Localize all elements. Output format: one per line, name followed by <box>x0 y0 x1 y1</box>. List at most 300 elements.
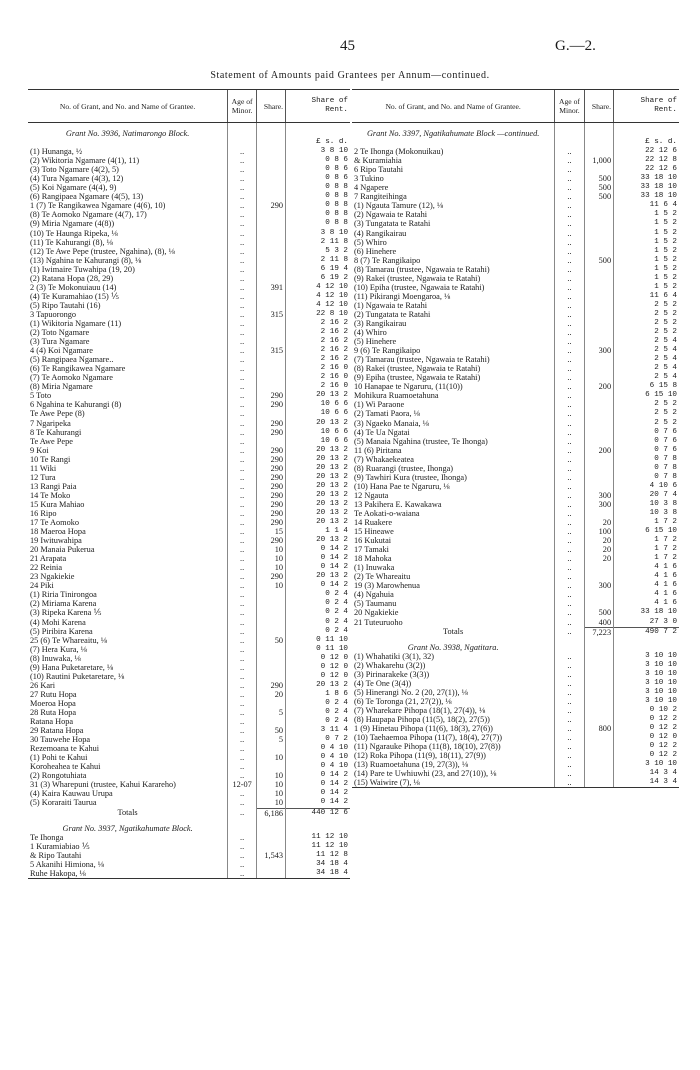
rent-cell: 20 13 2 <box>286 473 350 482</box>
grantee-cell: Rezemoana te Kahui <box>30 744 100 754</box>
table-row <box>352 292 679 301</box>
table-row <box>28 464 350 473</box>
table-row <box>28 446 350 455</box>
age-cell: .. <box>555 563 584 572</box>
table-row <box>28 310 350 319</box>
table-row <box>352 697 679 706</box>
rent-cell: 0 14 2 <box>286 581 350 590</box>
share-cell: 1,000 <box>584 156 613 165</box>
share-cell <box>584 572 613 581</box>
share-cell <box>257 292 286 301</box>
share-cell <box>257 364 286 373</box>
age-cell: .. <box>228 536 257 545</box>
table-row <box>28 608 350 617</box>
grantee-cell: (3) Tura Ngamare <box>30 337 90 347</box>
table-row <box>352 706 679 715</box>
age-cell: .. <box>228 808 257 818</box>
rent-cell: 11 12 10 <box>286 833 350 842</box>
age-cell: .. <box>555 346 584 355</box>
table-row <box>352 437 679 446</box>
table-row <box>28 437 350 446</box>
table-row <box>28 509 350 518</box>
grantee-cell: 15 Kura Mahiao <box>30 499 85 509</box>
age-cell: .. <box>228 842 257 851</box>
table-row <box>352 446 679 455</box>
share-cell <box>584 652 613 661</box>
age-cell: .. <box>228 618 257 627</box>
rent-cell: 11 6 4 <box>614 292 679 301</box>
share-cell: 10 <box>257 771 286 780</box>
share-cell <box>584 219 613 228</box>
table-row <box>28 672 350 681</box>
age-cell: .. <box>555 706 584 715</box>
share-cell: 5 <box>257 735 286 744</box>
table-row <box>28 771 350 780</box>
table-row <box>28 123 350 139</box>
rent-cell: 22 12 6 <box>614 165 679 174</box>
age-cell: .. <box>555 319 584 328</box>
share-cell: 500 <box>584 608 613 617</box>
rent-cell: 0 12 2 <box>614 751 679 760</box>
age-cell <box>555 138 584 147</box>
rent-cell: 20 7 4 <box>614 491 679 500</box>
table-row <box>352 156 679 165</box>
rent-cell: 0 12 2 <box>614 715 679 724</box>
grantee-cell: (15) Waiwire (7), ⅛ <box>352 778 555 788</box>
grantee-cell: & Kuramiahia <box>354 156 402 166</box>
grantee-cell: (2) Rongotuhiata <box>30 771 87 781</box>
rent-cell: 6 15 8 <box>614 382 679 391</box>
grantee-cell: (6) Rangipaea Ngamare (4(5), 13) <box>30 192 144 202</box>
rent-cell: 3 10 10 <box>614 679 679 688</box>
table-row <box>352 715 679 724</box>
table-row <box>352 219 679 228</box>
grantee-cell: (2) Miriama Karena <box>30 599 97 609</box>
share-cell: 290 <box>257 491 286 500</box>
share-cell <box>584 563 613 572</box>
share-cell <box>257 818 286 833</box>
rent-cell <box>286 123 350 139</box>
table-row <box>352 751 679 760</box>
grantee-cell: (6) Te Rangikawea Ngamare <box>30 364 126 374</box>
grantee-cell: (3) Toto Ngamare (4(2), 5) <box>30 165 119 175</box>
table-row <box>352 527 679 536</box>
grantee-cell: 7 Ngaripeka <box>30 418 71 428</box>
table-row <box>28 753 350 762</box>
share-cell <box>584 274 613 283</box>
table-row <box>28 581 350 590</box>
share-cell <box>257 437 286 446</box>
table-row <box>352 599 679 608</box>
age-cell: .. <box>555 760 584 769</box>
age-cell: .. <box>555 618 584 628</box>
table-row <box>352 572 679 581</box>
grantee-cell: 11 (6) Piritana <box>354 445 402 455</box>
age-cell: .. <box>228 147 257 156</box>
grantee-cell: (5) Piribira Karena <box>30 626 93 636</box>
rent-cell: 0 2 4 <box>286 608 350 617</box>
age-cell: .. <box>228 391 257 400</box>
share-cell <box>257 627 286 636</box>
share-cell: 290 <box>257 391 286 400</box>
table-row <box>28 400 350 409</box>
age-cell: .. <box>228 364 257 373</box>
table-row <box>28 789 350 798</box>
age-cell: .. <box>228 482 257 491</box>
share-cell: 400 <box>584 618 613 628</box>
table-row <box>28 726 350 735</box>
table-row <box>352 509 679 518</box>
rent-cell: 1 7 2 <box>614 518 679 527</box>
share-cell <box>257 138 286 147</box>
age-cell: .. <box>555 500 584 509</box>
table-row <box>28 563 350 572</box>
rent-cell: 3 10 10 <box>614 760 679 769</box>
share-cell <box>257 355 286 364</box>
grantee-cell: (8) Te Aomoko Ngamare (4(7), 17) <box>30 210 147 220</box>
rent-cell: 2 5 2 <box>614 301 679 310</box>
rent-cell: 1 5 2 <box>614 219 679 228</box>
table-row <box>352 165 679 174</box>
grantee-cell: 12 Ngauta <box>354 490 389 500</box>
table-row <box>352 590 679 599</box>
age-cell: .. <box>228 681 257 690</box>
table-row <box>28 482 350 491</box>
rent-cell: 22 8 10 <box>286 310 350 319</box>
grantee-cell: Mohikura Ruamoetahuna <box>354 391 439 401</box>
table-row <box>28 518 350 527</box>
table-row <box>28 156 350 165</box>
grantee-cell: 5 Akanihi Himiona, ⅛ <box>30 859 104 869</box>
rent-cell: 3 8 10 <box>286 147 350 156</box>
rent-cell: 0 12 0 <box>286 672 350 681</box>
rent-cell <box>614 637 679 652</box>
share-cell: 300 <box>584 491 613 500</box>
grantee-cell: (9) Tawhiri Kura (trustee, Ihonga) <box>354 472 467 482</box>
age-cell: .. <box>555 536 584 545</box>
grantee-cell: 19 Iwituwahipa <box>30 536 82 546</box>
grantee-cell: (4) Mohi Karena <box>30 617 86 627</box>
share-cell: 20 <box>584 536 613 545</box>
grantee-cell: (7) Whakaekeatea <box>354 454 414 464</box>
table-row <box>352 679 679 688</box>
rent-cell: 2 5 2 <box>614 419 679 428</box>
age-cell: .. <box>555 627 584 637</box>
share-cell <box>584 337 613 346</box>
table-row <box>352 733 679 742</box>
grantee-cell: 9 Koi <box>30 445 49 455</box>
age-cell: .. <box>555 310 584 319</box>
share-cell <box>584 310 613 319</box>
age-cell: .. <box>228 672 257 681</box>
age-cell: .. <box>228 455 257 464</box>
table-row <box>28 500 350 509</box>
rent-cell: 2 16 0 <box>286 382 350 391</box>
age-cell: .. <box>555 328 584 337</box>
table-row <box>28 247 350 256</box>
age-cell <box>555 123 584 139</box>
table-row <box>28 219 350 228</box>
age-cell: .. <box>555 238 584 247</box>
grantee-cell: 6 Ripo Tautahi <box>354 165 404 175</box>
table-row <box>352 724 679 733</box>
grantee-cell: (2) Ratana Hopa (28, 29) <box>30 273 114 283</box>
table-row <box>352 247 679 256</box>
table-row <box>352 391 679 400</box>
rent-cell: 2 11 8 <box>286 238 350 247</box>
share-cell: 100 <box>584 527 613 536</box>
grantee-cell: (5) Koi Ngamare (4(4), 9) <box>30 183 117 193</box>
share-cell <box>584 319 613 328</box>
age-cell: .. <box>228 563 257 572</box>
share-cell <box>257 869 286 879</box>
table-row <box>28 428 350 437</box>
rent-cell: 0 12 0 <box>286 654 350 663</box>
rent-cell: 0 2 4 <box>286 699 350 708</box>
table-row <box>352 581 679 590</box>
grantee-cell: & Ripo Tautahi <box>30 850 82 860</box>
share-cell <box>584 400 613 409</box>
age-cell: .. <box>555 742 584 751</box>
table-row <box>352 464 679 473</box>
table-row <box>352 229 679 238</box>
rent-cell: 0 7 8 <box>614 464 679 473</box>
rent-cell: 0 14 2 <box>286 771 350 780</box>
share-cell <box>584 599 613 608</box>
age-cell: .. <box>228 798 257 808</box>
table-row <box>28 201 350 210</box>
share-cell <box>584 661 613 670</box>
age-cell: .. <box>555 599 584 608</box>
rent-cell: 0 2 4 <box>286 618 350 627</box>
table-row <box>352 419 679 428</box>
share-cell: 290 <box>257 509 286 518</box>
age-cell: .. <box>555 174 584 183</box>
table-row <box>352 482 679 491</box>
rent-cell: 0 7 6 <box>614 437 679 446</box>
grantee-cell: 26 Kari <box>30 680 56 690</box>
share-cell <box>257 210 286 219</box>
share-cell <box>584 679 613 688</box>
age-cell: .. <box>228 382 257 391</box>
table-row <box>28 869 350 879</box>
grantee-cell: 19 (3) Marowhenua <box>354 581 420 591</box>
grantee-cell: 28 Ruta Hopa <box>30 708 77 717</box>
table-row <box>352 769 679 778</box>
share-cell: 315 <box>257 310 286 319</box>
rent-cell: 0 8 8 <box>286 192 350 201</box>
grantee-cell: Koroheahea te Kahui <box>30 762 101 772</box>
share-cell: 20 <box>584 554 613 563</box>
header-grantee: No. of Grant, and No. and Name of Grantee. <box>28 90 228 123</box>
table-row <box>28 373 350 382</box>
table-row <box>28 229 350 238</box>
table-row <box>352 265 679 274</box>
table-row <box>28 599 350 608</box>
grantee-cell: (7) Tamarau (trustee, Ngawaia te Ratahi) <box>354 355 490 365</box>
grantee-cell: Ratana Hopa <box>30 717 74 727</box>
age-cell: .. <box>555 156 584 165</box>
share-cell <box>584 733 613 742</box>
age-cell: .. <box>228 527 257 536</box>
share-cell <box>257 699 286 708</box>
rent-cell: 0 2 4 <box>286 590 350 599</box>
rent-cell: 0 4 10 <box>286 744 350 753</box>
rent-cell: 20 13 2 <box>286 536 350 545</box>
share-cell: 300 <box>584 500 613 509</box>
rent-cell: 1 5 2 <box>614 283 679 292</box>
share-cell <box>584 123 613 139</box>
share-cell: 290 <box>257 482 286 491</box>
grantee-cell: (13) Ngahina te Kahurangi (8), ⅛ <box>30 255 142 265</box>
rent-cell: 11 12 10 <box>286 842 350 851</box>
grantee-cell: (3) Rangikairau <box>354 318 407 328</box>
grantee-cell: 21 Arapata <box>30 554 67 564</box>
age-cell: .. <box>228 636 257 645</box>
share-cell: 300 <box>584 581 613 590</box>
share-cell <box>584 147 613 156</box>
table-row <box>352 400 679 409</box>
share-cell <box>257 319 286 328</box>
age-cell: .. <box>228 654 257 663</box>
grantee-cell: (7) Te Aomoko Ngamare <box>30 373 113 383</box>
share-cell <box>257 156 286 165</box>
grantee-cell: 14 Ruakere <box>354 518 393 528</box>
table-row <box>28 681 350 690</box>
age-cell: .. <box>228 400 257 409</box>
share-cell: 10 <box>257 789 286 798</box>
table-row <box>28 780 350 789</box>
rent-cell: 1 7 2 <box>614 545 679 554</box>
grantee-cell: 3 Tukino <box>354 174 384 184</box>
grantee-cell: (1) Inuwaka <box>354 563 395 573</box>
rent-cell: 2 16 2 <box>286 328 350 337</box>
rent-cell: 3 10 10 <box>614 688 679 697</box>
rent-cell: 20 13 2 <box>286 482 350 491</box>
rent-cell: 1 5 2 <box>614 256 679 265</box>
age-cell: .. <box>228 726 257 735</box>
grantee-cell: (11) Pikirangi Moengaroa, ⅛ <box>354 291 451 301</box>
rent-cell: 0 14 2 <box>286 780 350 789</box>
table-row <box>352 210 679 219</box>
share-cell: 290 <box>257 446 286 455</box>
rent-cell <box>286 818 350 833</box>
share-cell <box>584 229 613 238</box>
table-row <box>352 274 679 283</box>
table-row <box>352 778 679 788</box>
grantee-cell: (5) Ripo Tautahi (16) <box>30 300 101 310</box>
share-cell: 290 <box>257 464 286 473</box>
rent-cell: 20 13 2 <box>286 464 350 473</box>
age-cell: .. <box>228 518 257 527</box>
table-row <box>28 833 350 842</box>
grantee-cell: (6) Te Toronga (21, 27(2)), ⅛ <box>354 696 452 706</box>
share-cell <box>257 860 286 869</box>
rent-cell: 33 18 10 <box>614 183 679 192</box>
share-cell <box>257 842 286 851</box>
page-number: 45 <box>340 38 355 54</box>
rent-cell: 0 14 2 <box>286 554 350 563</box>
rent-cell: 4 12 10 <box>286 301 350 310</box>
grantee-cell: Grant No. 3937, Ngatikahumate Block. <box>62 823 193 833</box>
rent-cell: 0 4 10 <box>286 753 350 762</box>
rent-cell: 1 5 2 <box>614 265 679 274</box>
age-cell: .. <box>555 210 584 219</box>
header-age: Age of Minor. <box>555 90 584 123</box>
table-row <box>352 742 679 751</box>
right-grant-table <box>352 89 679 788</box>
share-cell <box>584 706 613 715</box>
grantee-cell: (8) Tamarau (trustee, Ngawaia te Ratahi) <box>354 264 490 274</box>
share-cell: 500 <box>584 256 613 265</box>
rent-cell: 6 15 10 <box>614 391 679 400</box>
grantee-cell: (2) Tamati Paora, ⅛ <box>354 409 420 419</box>
age-cell: .. <box>228 256 257 265</box>
header-grantee: No. of Grant, and No. and Name of Grantee. <box>352 90 555 123</box>
age-cell: .. <box>228 869 257 879</box>
share-cell: 290 <box>257 473 286 482</box>
grantee-cell: (2) Tungatata te Ratahi <box>354 309 431 319</box>
share-cell <box>257 672 286 681</box>
table-row <box>352 183 679 192</box>
grantee-cell: (5) Whiro <box>354 237 387 247</box>
age-cell: .. <box>228 708 257 717</box>
age-cell: .. <box>555 301 584 310</box>
grantee-cell: 8 Te Kahurangi <box>30 427 82 437</box>
table-row <box>352 554 679 563</box>
table-row <box>28 699 350 708</box>
grantee-cell: (2) Toto Ngamare <box>30 328 90 338</box>
share-cell <box>584 247 613 256</box>
table-row <box>28 527 350 536</box>
age-cell: .. <box>228 491 257 500</box>
grantee-cell: (2) Whakarehu (3(2)) <box>354 660 426 670</box>
table-row <box>28 337 350 346</box>
rent-cell: 3 10 10 <box>614 697 679 706</box>
rent-cell: 6 19 2 <box>286 274 350 283</box>
share-cell <box>584 742 613 751</box>
rent-cell: 11 6 4 <box>614 201 679 210</box>
age-cell: .. <box>228 428 257 437</box>
grantee-cell: 16 Ripo <box>30 508 57 518</box>
grantee-cell: 14 Te Moko <box>30 490 71 500</box>
age-cell: .. <box>228 373 257 382</box>
table-row <box>352 201 679 210</box>
share-cell <box>584 238 613 247</box>
rent-cell: 1 5 2 <box>614 229 679 238</box>
share-cell: 500 <box>584 174 613 183</box>
age-cell: .. <box>228 292 257 301</box>
grantee-cell: (3) Ripeka Karena ⅕ <box>30 608 102 618</box>
table-row <box>28 808 350 818</box>
grantee-cell: 25 (6) Te Whareaitu, ⅛ <box>30 635 107 645</box>
age-cell: .. <box>555 491 584 500</box>
share-cell: 315 <box>257 346 286 355</box>
share-cell <box>584 760 613 769</box>
rent-cell: 2 5 2 <box>614 319 679 328</box>
rent-cell: 10 6 6 <box>286 428 350 437</box>
share-cell: 50 <box>257 636 286 645</box>
rent-cell: 6 19 4 <box>286 265 350 274</box>
age-cell: .. <box>228 247 257 256</box>
table-row <box>352 147 679 156</box>
age-cell: .. <box>555 581 584 590</box>
rent-cell: 2 16 0 <box>286 364 350 373</box>
share-cell: 290 <box>257 681 286 690</box>
rent-cell: 4 10 6 <box>614 482 679 491</box>
grantee-cell: 18 Maeroa Hopa <box>30 527 86 537</box>
grantee-cell: 4 (4) Koi Ngamare <box>30 346 93 356</box>
